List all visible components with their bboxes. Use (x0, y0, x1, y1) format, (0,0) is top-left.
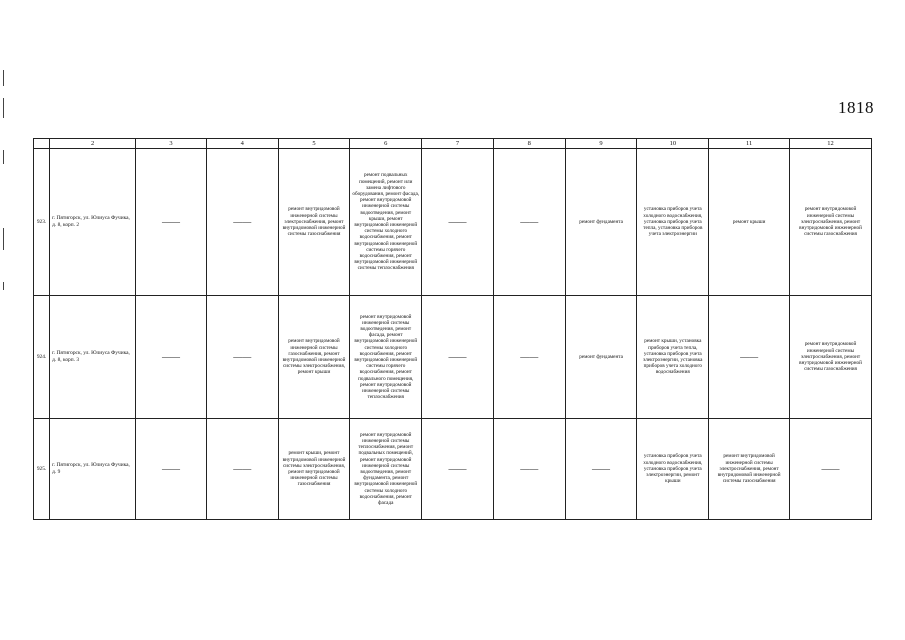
column-header: 11 (709, 139, 790, 149)
table-cell: ремонт внутридомовой инженерной системы теплоснабжения, ремонт подвальных помещений, ремонт внутридомовой инженерной системы водоотведения, ремонт фундамента, ремонт внутридомовой инженерной системы холодного водоснабжения, ремонт фасада (350, 419, 422, 520)
column-header: 9 (565, 139, 637, 149)
document-table (33, 138, 872, 520)
table-cell: —— (136, 296, 207, 419)
column-header: 10 (637, 139, 709, 149)
column-header (34, 139, 50, 149)
table-cell: —— (206, 296, 278, 419)
table-cell: —— (565, 419, 637, 520)
address-cell: г. Пятигорск, ул. Юлиуса Фучика, д. 8, корп. 3 (50, 296, 136, 419)
table-cell: ремонт фундамента (565, 296, 637, 419)
table-row (34, 149, 872, 296)
column-header: 4 (206, 139, 278, 149)
table-cell: —— (422, 419, 494, 520)
table-cell: —— (493, 149, 565, 296)
table-cell: ремонт внутридомовой инженерной системы газоснабжения, ремонт внутридомовой инженерной системы электроснабжения, ремонт крыши (278, 296, 350, 419)
scan-margin-mark (3, 150, 4, 164)
table-cell: ремонт крыши (709, 149, 790, 296)
column-header: 8 (493, 139, 565, 149)
scan-margin-mark (3, 282, 4, 290)
row-number: 923. (34, 149, 50, 296)
table-cell: установка приборов учета холодного водоснабжения, установка приборов учета электроэнергии, ремонт крыши (637, 419, 709, 520)
table-cell: —— (422, 296, 494, 419)
address-cell: г. Пятигорск, ул. Юлиуса Фучика, д. 9 (50, 419, 136, 520)
scan-margin-mark (3, 98, 4, 118)
scan-margin-mark (3, 228, 4, 250)
table-cell: —— (493, 296, 565, 419)
column-header: 2 (50, 139, 136, 149)
table-cell: —— (493, 419, 565, 520)
scan-margin-mark (3, 70, 4, 86)
table-cell: установка приборов учета холодного водоснабжения, установка приборов учета тепла, установка приборов учета электроэнергии (637, 149, 709, 296)
table-cell: —— (709, 296, 790, 419)
table-cell: —— (136, 149, 207, 296)
column-header: 6 (350, 139, 422, 149)
table-cell: —— (422, 149, 494, 296)
table-cell: ремонт внутридомовой инженерной системы электроснабжения, ремонт внутридомовой инженерной системы газоснабжения (790, 296, 872, 419)
column-header-row (34, 139, 872, 149)
column-header: 7 (422, 139, 494, 149)
page-number: 1818 (838, 98, 874, 117)
table-cell: —— (206, 149, 278, 296)
column-header: 12 (790, 139, 872, 149)
table-cell: ремонт внутридомовой инженерной системы электроснабжения, ремонт внутридомовой инженерной системы газоснабжения (709, 419, 790, 520)
table-cell: ремонт подвальных помещений, ремонт или замена лифтового оборудования, ремонт фасада, ремонт внутридомовой инженерной системы водоотведения, ремонт крыши, ремонт внутридомовой инженерной системы холодного водоснабжения, ремонт внутридомовой инженерной системы горячего водоснабжения, ремонт внутридомовой инженерной системы теплоснабжения (350, 149, 422, 296)
table-cell: ремонт фундамента (565, 149, 637, 296)
table-cell: ремонт крыши, установка приборов учета тепла, установка приборов учета электроэнергии, установка приборов учета холодного водоснабжения (637, 296, 709, 419)
table-cell: ремонт внутридомовой инженерной системы электроснабжения, ремонт внутридомовой инженерной системы газоснабжения (278, 149, 350, 296)
table-cell: ремонт внутридомовой инженерной системы водоотведения, ремонт фасада, ремонт внутридомовой инженерной системы холодного водоснабжения, ремонт внутридомовой инженерной системы горячего водоснабжения, ремонт подвального помещения, ремонт внутридомовой инженерной системы теплоснабжения (350, 296, 422, 419)
row-number: 925. (34, 419, 50, 520)
column-header: 3 (136, 139, 207, 149)
table-row (34, 419, 872, 520)
row-number: 924. (34, 296, 50, 419)
table-cell: ремонт внутридомовой инженерной системы электроснабжения, ремонт внутридомовой инженерной системы газоснабжения (790, 149, 872, 296)
column-header: 5 (278, 139, 350, 149)
table-cell: ремонт крыши, ремонт внутридомовой инженерной системы электроснабжения, ремонт внутридомовой инженерной системы газоснабжения (278, 419, 350, 520)
table-cell: —— (206, 419, 278, 520)
table-cell: —— (790, 419, 872, 520)
table-row (34, 296, 872, 419)
table-cell: —— (136, 419, 207, 520)
address-cell: г. Пятигорск, ул. Юлиуса Фучика, д. 8, корп. 2 (50, 149, 136, 296)
